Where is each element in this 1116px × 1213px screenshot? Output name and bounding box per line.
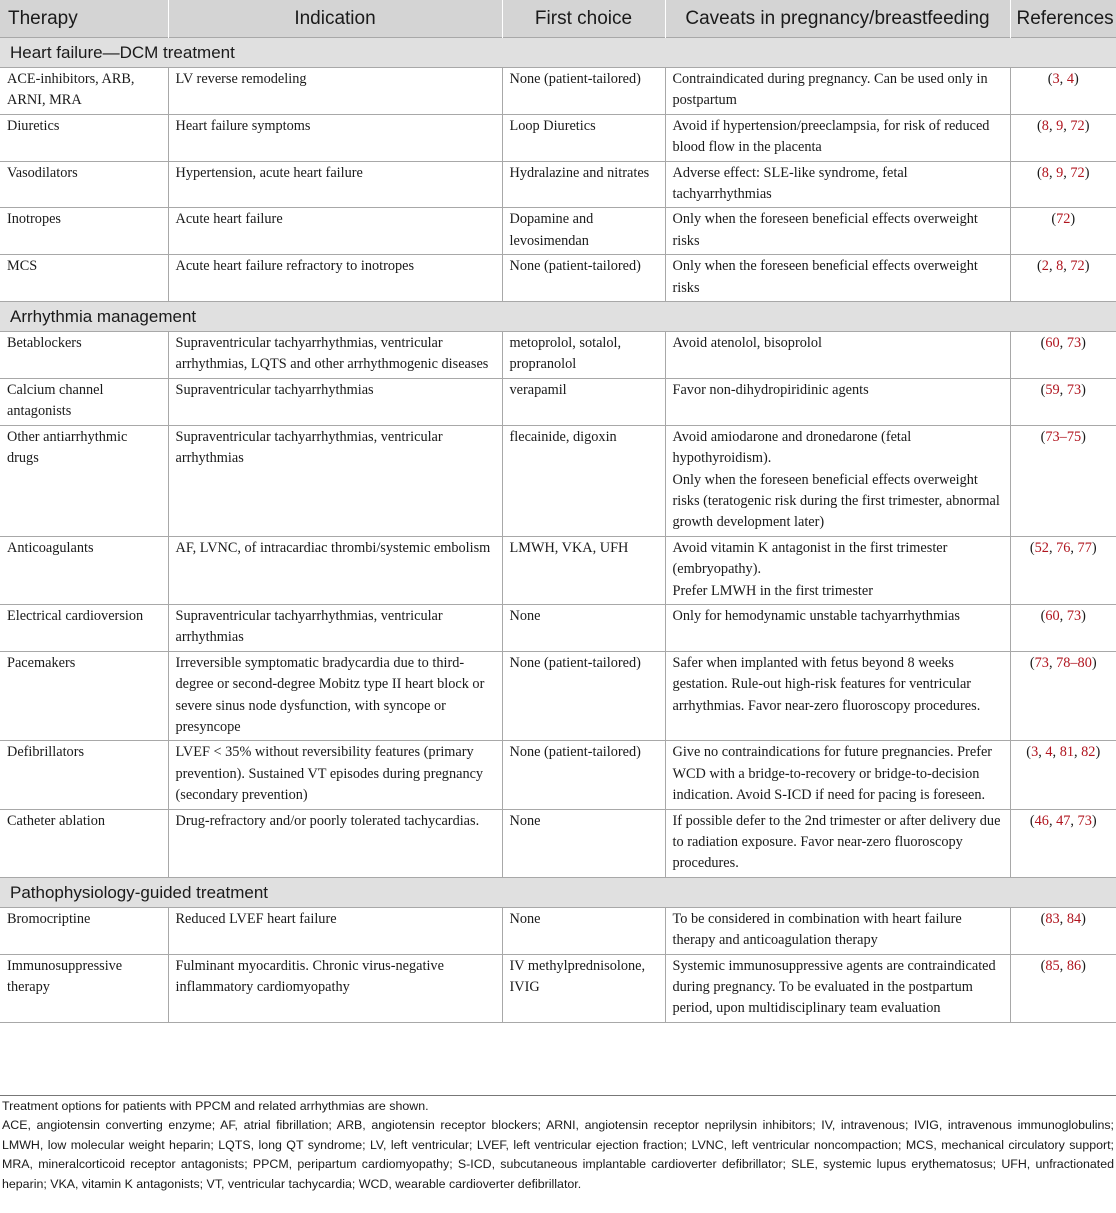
cell-therapy: Inotropes bbox=[0, 208, 168, 255]
reference-link[interactable]: 2 bbox=[1041, 258, 1049, 275]
caveat-line: Adverse effect: SLE-like syndrome, fetal tachyarrhythmias bbox=[672, 164, 908, 203]
reference-link[interactable]: 82 bbox=[1081, 744, 1096, 761]
cell-references: (3, 4, 81, 82) bbox=[1010, 741, 1116, 809]
reference-link[interactable]: 72 bbox=[1070, 117, 1085, 134]
table-row bbox=[0, 604, 1116, 651]
table-row bbox=[0, 114, 1116, 161]
cell-indication: Acute heart failure bbox=[168, 208, 502, 255]
caveat-line: If possible defer to the 2nd trimester or after delivery due to radiation exposure. Favor near-zero fluoroscopy procedures. bbox=[672, 812, 1001, 872]
reference-link[interactable]: 47 bbox=[1056, 812, 1071, 829]
caveat-line: Only for hemodynamic unstable tachyarrhythmias bbox=[672, 607, 960, 624]
table-row bbox=[0, 378, 1116, 425]
section-row bbox=[0, 38, 1116, 68]
cell-references: (2, 8, 72) bbox=[1010, 255, 1116, 302]
table-footnote bbox=[0, 1095, 1116, 1194]
caveat-line: Avoid vitamin K antagonist in the first trimester (embryopathy). bbox=[672, 539, 948, 578]
header-first-choice: First choice bbox=[502, 0, 665, 38]
cell-indication: Drug-refractory and/or poorly tolerated tachycardias. bbox=[168, 809, 502, 877]
cell-therapy: MCS bbox=[0, 255, 168, 302]
cell-first-choice: None bbox=[502, 604, 665, 651]
reference-link[interactable]: 8 bbox=[1056, 258, 1064, 275]
cell-references: (60, 73) bbox=[1010, 604, 1116, 651]
cell-indication: Heart failure symptoms bbox=[168, 114, 502, 161]
reference-link[interactable]: 8 bbox=[1041, 164, 1049, 181]
cell-references: (73–75) bbox=[1010, 425, 1116, 536]
caveat-line: Systemic immunosuppressive agents are contraindicated during pregnancy. To be evaluated in the postpartum period, upon multidisciplinary team evaluation bbox=[672, 957, 996, 1017]
cell-first-choice: None (patient-tailored) bbox=[502, 68, 665, 115]
table-body bbox=[0, 38, 1116, 1023]
reference-link[interactable]: 60 bbox=[1045, 335, 1060, 352]
cell-therapy: Immunosuppressive therapy bbox=[0, 954, 168, 1022]
cell-indication: Fulminant myocarditis. Chronic virus-negative inflammatory cardiomyopathy bbox=[168, 954, 502, 1022]
reference-link[interactable]: 72 bbox=[1070, 164, 1085, 181]
reference-link[interactable]: 73 bbox=[1077, 812, 1092, 829]
cell-indication: Reduced LVEF heart failure bbox=[168, 907, 502, 954]
cell-references: (83, 84) bbox=[1010, 907, 1116, 954]
caveat-line: Prefer LMWH in the first trimester bbox=[672, 582, 873, 599]
cell-therapy: Defibrillators bbox=[0, 741, 168, 809]
table-row bbox=[0, 536, 1116, 604]
cell-caveats bbox=[665, 332, 1010, 379]
cell-references: (72) bbox=[1010, 208, 1116, 255]
section-title: Pathophysiology-guided treatment bbox=[0, 877, 1116, 907]
cell-first-choice: LMWH, VKA, UFH bbox=[502, 536, 665, 604]
cell-references: (85, 86) bbox=[1010, 954, 1116, 1022]
header-caveats: Caveats in pregnancy/breastfeeding bbox=[665, 0, 1010, 38]
cell-first-choice: None (patient-tailored) bbox=[502, 741, 665, 809]
reference-link[interactable]: 46 bbox=[1034, 812, 1049, 829]
cell-indication: Supraventricular tachyarrhythmias, ventricular arrhythmias bbox=[168, 604, 502, 651]
cell-caveats bbox=[665, 651, 1010, 741]
cell-caveats bbox=[665, 536, 1010, 604]
cell-indication: Supraventricular tachyarrhythmias bbox=[168, 378, 502, 425]
section-row bbox=[0, 302, 1116, 332]
reference-link[interactable]: 86 bbox=[1066, 957, 1082, 974]
reference-link[interactable]: 60 bbox=[1045, 607, 1060, 624]
caveat-line: Avoid if hypertension/preeclampsia, for risk of reduced blood flow in the placenta bbox=[672, 117, 990, 156]
caveat-line: Give no contraindications for future pregnancies. Prefer WCD with a bridge-to-recovery or bridge-to-decision indication. Avoid S-ICD if need for pacing is foreseen. bbox=[672, 744, 993, 804]
caveat-line: Safer when implanted with fetus beyond 8 weeks gestation. Rule-out high-risk features for ventricular arrhythmias. Favor near-zero fluoroscopy procedures. bbox=[672, 654, 981, 714]
cell-caveats bbox=[665, 114, 1010, 161]
cell-indication: Hypertension, acute heart failure bbox=[168, 161, 502, 208]
cell-caveats bbox=[665, 809, 1010, 877]
reference-link[interactable]: 3 bbox=[1031, 744, 1039, 761]
cell-first-choice: None (patient-tailored) bbox=[502, 255, 665, 302]
cell-references: (52, 76, 77) bbox=[1010, 536, 1116, 604]
cell-caveats bbox=[665, 255, 1010, 302]
cell-therapy: Pacemakers bbox=[0, 651, 168, 741]
reference-link[interactable]: 52 bbox=[1034, 539, 1049, 556]
cell-indication: Supraventricular tachyarrhythmias, ventricular arrhythmias, LQTS and other arrhythmogenic diseases bbox=[168, 332, 502, 379]
cell-references: (8, 9, 72) bbox=[1010, 161, 1116, 208]
table-row bbox=[0, 425, 1116, 536]
table-row bbox=[0, 809, 1116, 877]
cell-caveats bbox=[665, 378, 1010, 425]
table-row bbox=[0, 741, 1116, 809]
reference-link[interactable]: 85 bbox=[1045, 957, 1060, 974]
reference-link[interactable]: 9 bbox=[1056, 117, 1064, 134]
caveat-line: Avoid atenolol, bisoprolol bbox=[672, 335, 822, 352]
caveat-line: Favor non-dihydropiridinic agents bbox=[672, 381, 869, 398]
reference-link[interactable]: 73 bbox=[1034, 654, 1049, 671]
reference-link[interactable]: 73 bbox=[1066, 607, 1082, 624]
reference-link[interactable]: 72 bbox=[1070, 258, 1085, 275]
table-row bbox=[0, 332, 1116, 379]
table-header bbox=[0, 0, 1116, 38]
cell-caveats bbox=[665, 604, 1010, 651]
section-title: Heart failure—DCM treatment bbox=[0, 38, 1116, 68]
cell-first-choice: verapamil bbox=[502, 378, 665, 425]
cell-references: (46, 47, 73) bbox=[1010, 809, 1116, 877]
cell-first-choice: None bbox=[502, 809, 665, 877]
cell-therapy: ACE-inhibitors, ARB, ARNI, MRA bbox=[0, 68, 168, 115]
table-row bbox=[0, 954, 1116, 1022]
cell-first-choice: IV methylprednisolone, IVIG bbox=[502, 954, 665, 1022]
cell-therapy: Bromocriptine bbox=[0, 907, 168, 954]
section-row bbox=[0, 877, 1116, 907]
reference-link[interactable]: 73–75 bbox=[1045, 428, 1082, 445]
cell-therapy: Anticoagulants bbox=[0, 536, 168, 604]
reference-link[interactable]: 8 bbox=[1041, 117, 1049, 134]
cell-caveats bbox=[665, 954, 1010, 1022]
table-row bbox=[0, 255, 1116, 302]
cell-references: (60, 73) bbox=[1010, 332, 1116, 379]
cell-references: (8, 9, 72) bbox=[1010, 114, 1116, 161]
footnote-summary: Treatment options for patients with PPCM and related arrhythmias are shown. bbox=[2, 1099, 429, 1113]
cell-first-choice: Dopamine and levosimendan bbox=[502, 208, 665, 255]
reference-link[interactable]: 3 bbox=[1052, 71, 1060, 87]
header-indication: Indication bbox=[168, 0, 502, 38]
cell-therapy: Vasodilators bbox=[0, 161, 168, 208]
cell-therapy: Electrical cardioversion bbox=[0, 604, 168, 651]
cell-therapy: Catheter ablation bbox=[0, 809, 168, 877]
caveat-line: Only when the foreseen beneficial effects overweight risks bbox=[672, 211, 978, 249]
caveat-line: Contraindicated during pregnancy. Can be used only in postpartum bbox=[672, 71, 988, 109]
reference-link[interactable]: 84 bbox=[1066, 910, 1082, 927]
reference-link[interactable]: 78–80 bbox=[1056, 654, 1092, 671]
reference-link[interactable]: 77 bbox=[1077, 539, 1092, 556]
cell-first-choice: flecainide, digoxin bbox=[502, 425, 665, 536]
cell-first-choice: None (patient-tailored) bbox=[502, 651, 665, 741]
cell-first-choice: metoprolol, sotalol, propranolol bbox=[502, 332, 665, 379]
cell-indication: LV reverse remodeling bbox=[168, 68, 502, 115]
cell-caveats bbox=[665, 208, 1010, 255]
reference-link[interactable]: 59 bbox=[1045, 381, 1060, 398]
cell-caveats bbox=[665, 741, 1010, 809]
cell-first-choice: None bbox=[502, 907, 665, 954]
reference-link[interactable]: 9 bbox=[1056, 164, 1064, 181]
reference-link[interactable]: 76 bbox=[1056, 539, 1071, 556]
caveat-line: Avoid amiodarone and dronedarone (fetal hypothyroidism). bbox=[672, 428, 912, 467]
header-row bbox=[0, 0, 1116, 38]
reference-link[interactable]: 4 bbox=[1045, 744, 1053, 761]
caveat-line: Only when the foreseen beneficial effects overweight risks bbox=[672, 258, 978, 296]
cell-therapy: Calcium channel antagonists bbox=[0, 378, 168, 425]
reference-link[interactable]: 83 bbox=[1045, 910, 1060, 927]
header-therapy: Therapy bbox=[0, 0, 168, 38]
cell-therapy: Betablockers bbox=[0, 332, 168, 379]
section-title: Arrhythmia management bbox=[0, 302, 1116, 332]
caveat-line: To be considered in combination with heart failure therapy and anticoagulation therapy bbox=[672, 910, 962, 949]
cell-therapy: Other antiarrhythmic drugs bbox=[0, 425, 168, 536]
cell-first-choice: Loop Diuretics bbox=[502, 114, 665, 161]
cell-references: (59, 73) bbox=[1010, 378, 1116, 425]
cell-indication: LVEF < 35% without reversibility features (primary prevention). Sustained VT episodes during pregnancy (secondary prevention) bbox=[168, 741, 502, 809]
reference-link[interactable]: 81 bbox=[1059, 744, 1074, 761]
table-row bbox=[0, 161, 1116, 208]
table-row bbox=[0, 651, 1116, 741]
cell-caveats bbox=[665, 425, 1010, 536]
cell-caveats bbox=[665, 907, 1010, 954]
reference-link[interactable]: 4 bbox=[1066, 71, 1074, 87]
cell-therapy: Diuretics bbox=[0, 114, 168, 161]
cell-references: (73, 78–80) bbox=[1010, 651, 1116, 741]
caveat-line: Only when the foreseen beneficial effects overweight risks (teratogenic risk during the first trimester, abnormal growth development later) bbox=[672, 471, 1000, 531]
header-references: References bbox=[1010, 0, 1116, 38]
reference-link[interactable]: 72 bbox=[1056, 211, 1071, 228]
cell-references: (3, 4) bbox=[1010, 68, 1116, 115]
cell-indication: AF, LVNC, of intracardiac thrombi/systemic embolism bbox=[168, 536, 502, 604]
cell-indication: Supraventricular tachyarrhythmias, ventricular arrhythmias bbox=[168, 425, 502, 536]
cell-indication: Acute heart failure refractory to inotropes bbox=[168, 255, 502, 302]
cell-caveats bbox=[665, 161, 1010, 208]
table-row bbox=[0, 68, 1116, 115]
table-row bbox=[0, 208, 1116, 255]
reference-link[interactable]: 73 bbox=[1066, 381, 1082, 398]
footnote-abbreviations: ACE, angiotensin converting enzyme; AF, atrial fibrillation; ARB, angiotensin receptor blockers; ARNI, angiotensin receptor neprilysin inhibitors; IV, intravenous; IVIG, intravenous immunoglobulins; LMWH, low molecular weight heparin; LQTS, long QT syndrome; LV, left ventricular; LVEF, left ventricular ejection fraction; LVNC, left ventricular noncompaction; MCS, mechanical circulatory support; MRA, mineralcorticoid receptor antagonists; PPCM, peripartum cardiomyopathy; S-ICD, subcutaneous implantable cardioverter defibrillator; SLE, systemic lupus erythematosus; UFH, unfractionated heparin; VKA, vitamin K antagonists; VT, ventricular tachycardia; WCD, wearable cardioverter defibrillator. bbox=[2, 1118, 1114, 1191]
table-row bbox=[0, 907, 1116, 954]
cell-first-choice: Hydralazine and nitrates bbox=[502, 161, 665, 208]
cell-indication: Irreversible symptomatic bradycardia due to third-degree or second-degree Mobitz type II heart block or severe sinus node dysfunction, with syncope or presyncope bbox=[168, 651, 502, 741]
cell-caveats bbox=[665, 68, 1010, 115]
reference-link[interactable]: 73 bbox=[1066, 335, 1082, 352]
